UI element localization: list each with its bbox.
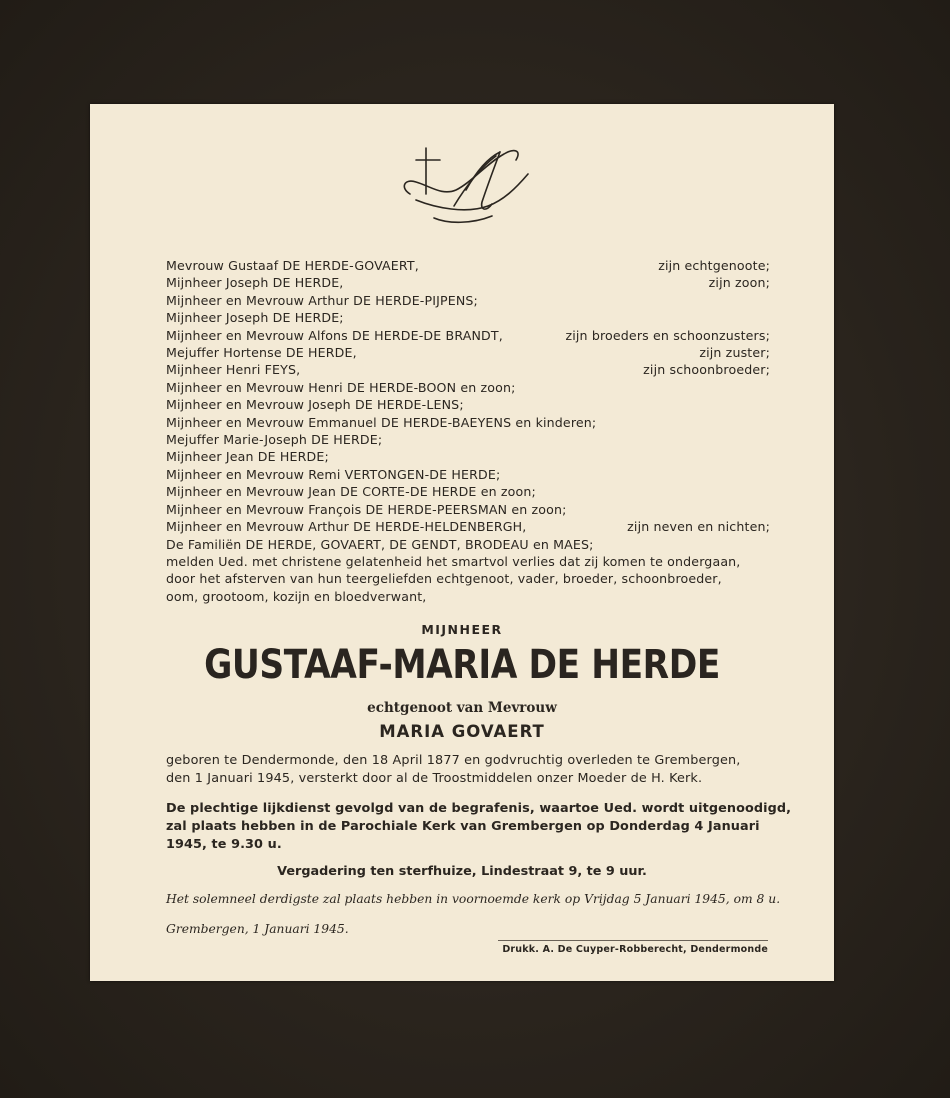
family-member: Mijnheer en Mevrouw Arthur DE HERDE-PIJPENS; xyxy=(166,292,478,308)
family-line xyxy=(166,414,770,431)
family-member: Mijnheer en Mevrouw Henri DE HERDE-BOON en zoon; xyxy=(166,379,516,395)
relation: zijn broeders en schoonzusters; xyxy=(565,327,770,343)
deceased-name: GUSTAAF-MARIA DE HERDE xyxy=(204,642,720,688)
family-member: Mijnheer en Mevrouw François DE HERDE-PEERSMAN en zoon; xyxy=(166,501,567,517)
family-line xyxy=(166,466,770,483)
family-member: Mijnheer Henri FEYS, xyxy=(166,362,301,378)
family-member: Mijnheer en Mevrouw Remi VERTONGEN-DE HERDE; xyxy=(166,466,501,482)
family-member: Mijnheer en Mevrouw Alfons DE HERDE-DE BRANDT, xyxy=(166,327,503,343)
family-line xyxy=(166,501,770,518)
relation: zijn zoon; xyxy=(708,275,770,291)
birth-death-details xyxy=(166,752,776,787)
family-line xyxy=(166,292,770,309)
family-line xyxy=(166,344,770,361)
family-line xyxy=(166,483,770,500)
family-line xyxy=(166,396,770,413)
announcement-line: oom, grootoom, kozijn en bloedverwant, xyxy=(166,588,427,604)
family-member: Mijnheer en Mevrouw Emmanuel DE HERDE-BAEYENS en kinderen; xyxy=(166,414,597,430)
service-line: zal plaats hebben in de Parochiale Kerk van Grembergen op Donderdag 4 Januari xyxy=(166,819,760,834)
funeral-service-details xyxy=(166,800,792,854)
family-line xyxy=(166,309,770,326)
service-line: De plechtige lijkdienst gevolgd van de begrafenis, waartoe Ued. wordt uitgenoodigd, xyxy=(166,801,792,816)
title-prefix: MIJNHEER xyxy=(421,622,503,637)
birth-line: den 1 Januari 1945, versterkt door al de Troostmiddelen onzer Moeder de H. Kerk. xyxy=(166,770,703,786)
family-line xyxy=(166,448,770,465)
mass-notice: Het solemneel derdigste zal plaats hebben in voornoemde kerk op Vrijdag 5 Januari 1945, om 8 u. xyxy=(166,892,781,906)
birth-line: geboren te Dendermonde, den 18 April 1877 en godvruchtig overleden te Grembergen, xyxy=(166,753,741,768)
announcement-line: melden Ued. met christene gelatenheid het smartvol verlies dat zij komen te ondergaan, xyxy=(166,553,741,569)
family-member: De Familiën DE HERDE, GOVAERT, DE GENDT, BRODEAU en MAES; xyxy=(166,536,594,552)
relation: zijn echtgenoote; xyxy=(658,258,770,273)
family-line xyxy=(166,257,770,274)
family-line xyxy=(166,536,770,553)
family-member: Mijnheer Joseph DE HERDE, xyxy=(166,275,344,291)
family-member: Mijnheer Jean DE HERDE; xyxy=(166,449,329,465)
family-member: Mevrouw Gustaaf DE HERDE-GOVAERT, xyxy=(166,258,419,273)
family-line xyxy=(166,361,770,378)
family-member: Mijnheer en Mevrouw Jean DE CORTE-DE HERDE en zoon; xyxy=(166,484,536,500)
family-member: Mejuffer Hortense DE HERDE, xyxy=(166,345,357,361)
family-line xyxy=(166,379,770,396)
service-line: 1945, te 9.30 u. xyxy=(166,837,282,852)
printer-credit: Drukk. A. De Cuyper-Robberecht, Dendermonde xyxy=(498,940,768,955)
family-member: Mejuffer Marie-Joseph DE HERDE; xyxy=(166,432,383,448)
place-date: Grembergen, 1 Januari 1945. xyxy=(166,922,349,936)
mourning-card xyxy=(90,104,834,981)
cross-monogram-emblem xyxy=(396,144,534,228)
family-line xyxy=(166,327,770,344)
family-member: Mijnheer Joseph DE HERDE; xyxy=(166,310,344,326)
spouse-name: MARIA GOVAERT xyxy=(379,722,545,741)
relation: zijn zuster; xyxy=(699,345,770,361)
meeting-notice: Vergadering ten sterfhuize, Lindestraat 9, te 9 uur. xyxy=(277,864,647,879)
family-line xyxy=(166,431,770,448)
family-list xyxy=(166,257,770,605)
announcement-line: door het afsterven van hun teergeliefden echtgenoot, vader, broeder, schoonbroeder, xyxy=(166,571,722,587)
family-member: Mijnheer en Mevrouw Joseph DE HERDE-LENS; xyxy=(166,397,464,413)
relation: zijn schoonbroeder; xyxy=(643,362,770,378)
family-line xyxy=(166,274,770,291)
family-member: Mijnheer en Mevrouw Arthur DE HERDE-HELDENBERGH, xyxy=(166,519,527,535)
spouse-intro: echtgenoot van Mevrouw xyxy=(367,700,557,716)
relation: zijn neven en nichten; xyxy=(627,519,770,535)
family-line xyxy=(166,518,770,535)
